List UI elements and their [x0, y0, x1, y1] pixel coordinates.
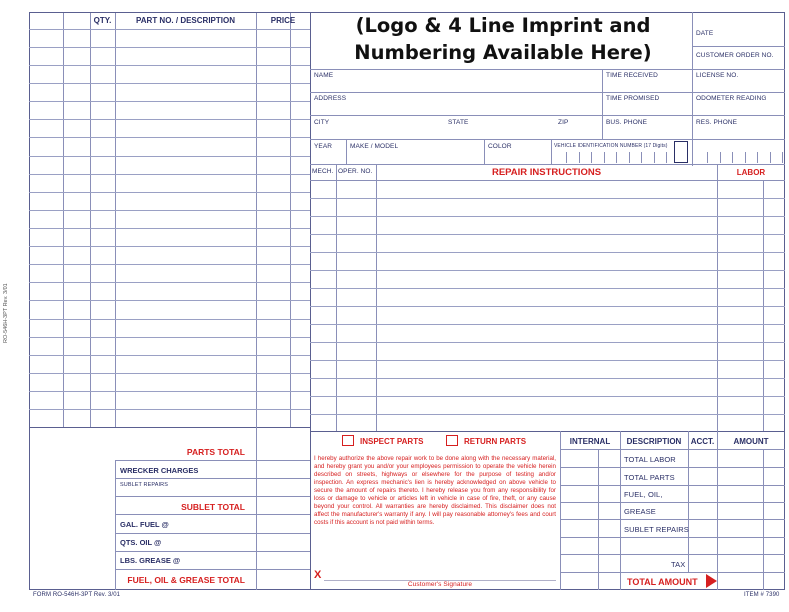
repair-row-rule: [310, 216, 785, 217]
side-form-note: RO-546H-3PT Rev. 3/01: [3, 283, 9, 343]
parts-row-rule: [29, 210, 310, 211]
tax-label: TAX: [671, 560, 686, 569]
signature-x: X: [314, 569, 322, 581]
parts-row-rule: [29, 228, 310, 229]
lbs-grease-label: LBS. GREASE @: [120, 556, 181, 565]
internal-header: INTERNAL: [569, 437, 611, 446]
vin-digit-tick: [654, 152, 655, 163]
parts-row-rule: [29, 47, 310, 48]
oper-no-header: OPER. NO.: [338, 168, 373, 175]
summary-sublet-repairs-label: SUBLET REPAIRS: [624, 525, 689, 534]
bus-phone-label: BUS. PHONE: [606, 119, 648, 126]
qty-header: QTY.: [93, 16, 112, 25]
repair-row-rule: [310, 234, 785, 235]
date-label: DATE: [696, 30, 714, 37]
parts-row-rule: [29, 300, 310, 301]
mech-header: MECH.: [312, 168, 334, 175]
vin-label: VEHICLE IDENTIFICATION NUMBER (17 Digits): [554, 143, 668, 149]
year-label: YEAR: [314, 143, 333, 150]
color-label: COLOR: [488, 143, 512, 150]
amount-header: AMOUNT: [733, 437, 769, 446]
repair-row-rule: [310, 306, 785, 307]
vin-digit-tick: [732, 152, 733, 163]
imprint-line-2: Numbering Available Here): [354, 41, 652, 64]
vin-digit-tick: [707, 152, 708, 163]
vin-digit-tick: [757, 152, 758, 163]
fuel-oil-grease-total-label: FUEL, OIL & GREASE TOTAL: [127, 575, 245, 585]
make-model-label: MAKE / MODEL: [350, 143, 399, 150]
parts-row-rule: [29, 246, 310, 247]
parts-row-rule: [29, 137, 310, 138]
vin-digit-tick: [666, 152, 667, 163]
wrecker-charges-label: WRECKER CHARGES: [120, 466, 199, 475]
parts-row-rule: [29, 391, 310, 392]
parts-row-rule: [29, 119, 310, 120]
arrow-right-icon: [706, 574, 717, 588]
time-received-label: TIME RECEIVED: [606, 72, 658, 79]
repair-row-rule: [310, 378, 785, 379]
state-label: STATE: [448, 119, 469, 126]
zip-label: ZIP: [558, 119, 569, 126]
description-header: DESCRIPTION: [626, 437, 682, 446]
repair-row-rule: [310, 198, 785, 199]
price-header: PRICE: [270, 16, 296, 25]
qts-oil-label: QTS. OIL @: [120, 538, 162, 547]
vin-digit-tick: [770, 152, 771, 163]
parts-row-rule: [29, 192, 310, 193]
vin-digit-tick: [720, 152, 721, 163]
vin-digit-tick: [566, 152, 567, 163]
repair-row-rule: [310, 252, 785, 253]
vin-digit-tick: [604, 152, 605, 163]
item-number-footer: ITEM # 7390: [744, 592, 780, 598]
total-parts-label: TOTAL PARTS: [624, 473, 675, 482]
parts-row-rule: [29, 355, 310, 356]
parts-total-label: PARTS TOTAL: [186, 447, 245, 457]
vin-digit-tick: [579, 152, 580, 163]
parts-row-rule: [29, 409, 310, 410]
parts-row-rule: [29, 319, 310, 320]
repair-row-rule: [310, 324, 785, 325]
repair-row-rule: [310, 342, 785, 343]
imprint-text: [318, 12, 688, 66]
return-parts-label: RETURN PARTS: [464, 437, 527, 446]
inspect-parts-label: INSPECT PARTS: [360, 437, 424, 446]
parts-header-rule: [29, 29, 310, 30]
parts-row-rule: [29, 282, 310, 283]
grease-label: GREASE: [624, 507, 656, 516]
repair-row-rule: [310, 360, 785, 361]
authorization-text: I hereby authorize the above repair work to be done along with the necessary material, and hereby grant you and/or your employees permission to operate the vehicle herein described on streets, highways or elsewhere for the purpose of testing and/or inspection. An express mechanic's lien is hereby acknowledged on above vehicle to secure the amount of repairs thereto. I hereby release you from any responsibility for loss or damage to vehicle or articles left in vehicle in case of fire, theft, or any cause beyond your control. All warranties are hereby disclaimed. This disclaimer does not affect the manufacturer's warranty if any. I will pay reasonable attorney's fees and court costs if this account is not paid within terms.: [314, 455, 556, 527]
sublet-total-label: SUBLET TOTAL: [181, 502, 245, 512]
total-amount-label: TOTAL AMOUNT: [627, 577, 698, 587]
return-parts-checkbox[interactable]: [446, 435, 458, 446]
labor-header: LABOR: [736, 168, 766, 177]
license-label: LICENSE NO.: [696, 72, 739, 79]
parts-row-rule: [29, 65, 310, 66]
vin-digit-tick: [641, 152, 642, 163]
repair-instructions-title: REPAIR INSTRUCTIONS: [491, 167, 602, 178]
part-description-header: PART NO. / DESCRIPTION: [136, 16, 235, 25]
vin-digit-tick: [616, 152, 617, 163]
inspect-parts-checkbox[interactable]: [342, 435, 354, 446]
parts-row-rule: [29, 156, 310, 157]
vin-digit-tick: [745, 152, 746, 163]
gal-fuel-label: GAL. FUEL @: [120, 520, 169, 529]
vin-digit-tick: [782, 152, 783, 163]
vin-digit-tick: [591, 152, 592, 163]
repair-row-rule: [310, 414, 785, 415]
parts-row-rule: [29, 264, 310, 265]
imprint-line-1: (Logo & 4 Line Imprint and: [355, 14, 651, 37]
acct-header: ACCT.: [690, 437, 715, 446]
parts-row-rule: [29, 337, 310, 338]
parts-row-rule: [29, 101, 310, 102]
parts-row-rule: [29, 174, 310, 175]
repair-row-rule: [310, 396, 785, 397]
odometer-label: ODOMETER READING: [696, 95, 767, 102]
city-label: CITY: [314, 119, 330, 126]
form-number-footer: FORM RO-546H-3PT Rev. 3/01: [33, 592, 121, 598]
customer-signature-label: Customer's Signature: [407, 581, 473, 588]
parts-row-rule: [29, 83, 310, 84]
fuel-oil-label: FUEL, OIL,: [624, 490, 663, 499]
vin-digit-tick: [629, 152, 630, 163]
customer-order-label: CUSTOMER ORDER NO.: [696, 52, 774, 59]
repair-row-rule: [310, 288, 785, 289]
repair-row-rule: [310, 270, 785, 271]
time-promised-label: TIME PROMISED: [606, 95, 660, 102]
vin-check-box: [674, 141, 688, 163]
parts-row-rule: [29, 373, 310, 374]
res-phone-label: RES. PHONE: [696, 119, 738, 126]
name-label: NAME: [314, 72, 334, 79]
sublet-repairs-label: SUBLET REPAIRS: [120, 482, 168, 488]
address-label: ADDRESS: [314, 95, 347, 102]
total-labor-label: TOTAL LABOR: [624, 455, 676, 464]
